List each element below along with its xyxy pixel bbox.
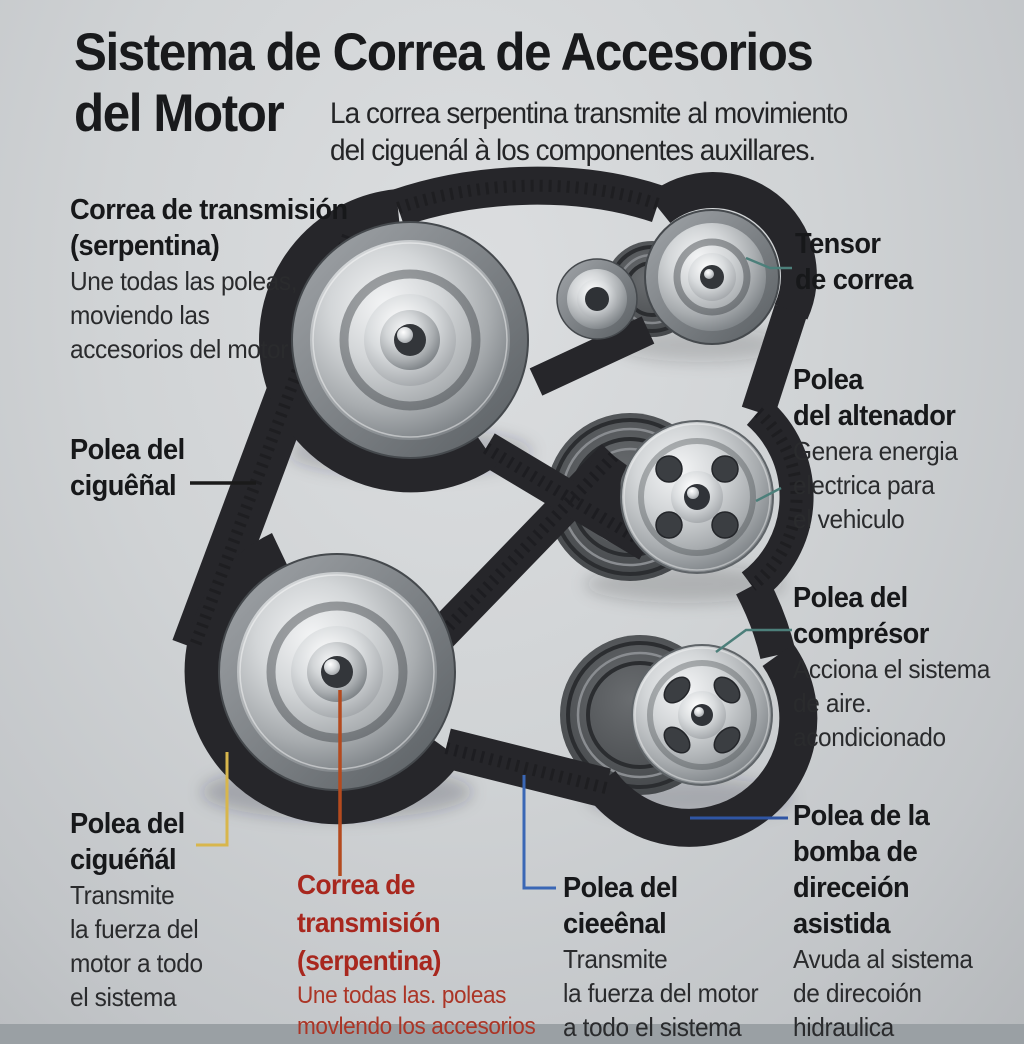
crank-bottom-desc-1: Transmite bbox=[70, 880, 175, 910]
crank-bottom-desc-2: la fuerza del bbox=[70, 914, 199, 944]
belt-run-top bbox=[398, 186, 658, 208]
belt-bottom-heading-2: transmisión bbox=[297, 907, 440, 938]
page-subtitle bbox=[330, 95, 847, 169]
belt-top-desc-2: moviendo las bbox=[70, 300, 210, 330]
belt-top-desc-1: Une todas las poleas, bbox=[70, 266, 298, 296]
crank-br-heading-1: Polea del bbox=[563, 872, 678, 904]
title-line-1: Sistema de Correa de Accesorios bbox=[74, 23, 813, 82]
compressor-desc-2: de aire. bbox=[793, 688, 872, 718]
belt-bottom-desc-1: Une todas las. poleas bbox=[297, 982, 507, 1009]
title-line-2: del Motor bbox=[74, 84, 284, 143]
crank-br-desc-1: Transmite bbox=[563, 944, 668, 974]
steering-desc-3: hidraulica bbox=[793, 1012, 894, 1042]
alternator-pulley bbox=[621, 421, 773, 573]
alternator-heading-2: del altenador bbox=[793, 400, 956, 432]
belt-run-alt-to-compressor bbox=[752, 586, 778, 655]
crank-bottom-desc-4: el sistema bbox=[70, 982, 177, 1012]
label-alternator bbox=[793, 362, 958, 536]
belt-bottom-heading-3: (serpentina) bbox=[297, 945, 441, 976]
crank-mid-heading-2: ciguêñal bbox=[70, 470, 177, 502]
label-crank-bottom-right bbox=[563, 870, 758, 1044]
label-belt-bottom bbox=[297, 866, 535, 1042]
tensioner-heading-2: de correa bbox=[795, 264, 913, 296]
steering-heading-3: direceión bbox=[793, 872, 910, 904]
subtitle-line-2: del ciguenál à los componentes auxillares. bbox=[330, 134, 816, 167]
crank-mid-heading-1: Polea del bbox=[70, 434, 185, 466]
crank-br-heading-2: cieeênal bbox=[563, 908, 667, 940]
compressor-heading-1: Polea del bbox=[793, 582, 908, 614]
compressor-heading-2: comprésor bbox=[793, 618, 929, 650]
tensioner-heading-1: Tensor bbox=[795, 228, 881, 260]
steering-desc-1: Avuda al sistema bbox=[793, 944, 973, 974]
belt-top-heading-1: Correa de transmisión bbox=[70, 194, 348, 226]
steering-desc-2: de direcoión bbox=[793, 978, 922, 1008]
label-belt-top bbox=[70, 192, 348, 366]
steering-heading-1: Polea de la bbox=[793, 800, 930, 832]
belt-top-heading-2: (serpentina) bbox=[70, 230, 220, 262]
steering-heading-2: bomba de bbox=[793, 836, 918, 868]
alternator-desc-3: el vehiculo bbox=[793, 504, 905, 534]
tensioner-pulley bbox=[645, 210, 779, 344]
crank-bottom-heading-1: Polea del bbox=[70, 808, 185, 840]
alternator-desc-1: Genera energia bbox=[793, 436, 958, 466]
label-crank-bottom bbox=[70, 806, 203, 1014]
label-crank-mid bbox=[70, 432, 185, 504]
subtitle-line-1: La correa serpentina transmite al movimiento bbox=[330, 97, 848, 130]
crank-bottom-desc-3: motor a todo bbox=[70, 948, 203, 978]
tensioner-hub bbox=[557, 259, 637, 339]
belt-bottom-desc-2: movlendo los accesorios bbox=[297, 1013, 536, 1040]
alternator-heading-1: Polea bbox=[793, 364, 863, 396]
steering-heading-4: asistida bbox=[793, 908, 891, 940]
crankshaft-pulley bbox=[219, 554, 455, 790]
belt-run-right bbox=[758, 310, 791, 412]
alternator-desc-2: electrica para bbox=[793, 470, 935, 500]
label-steering-pump bbox=[793, 798, 973, 1044]
compressor-desc-3: acondicionado bbox=[793, 722, 946, 752]
belt-top-desc-3: accesorios del motor bbox=[70, 334, 288, 364]
belt-bottom-heading-1: Correa de bbox=[297, 869, 415, 900]
crank-bottom-heading-2: ciguéñál bbox=[70, 844, 177, 876]
crank-br-desc-3: a todo el sistema bbox=[563, 1012, 742, 1042]
label-tensioner bbox=[795, 226, 913, 298]
compressor-desc-1: Acciona el sistema bbox=[793, 654, 990, 684]
crank-br-desc-2: la fuerza del motor bbox=[563, 978, 759, 1008]
label-compressor bbox=[793, 580, 990, 754]
compressor-pulley bbox=[632, 645, 772, 785]
